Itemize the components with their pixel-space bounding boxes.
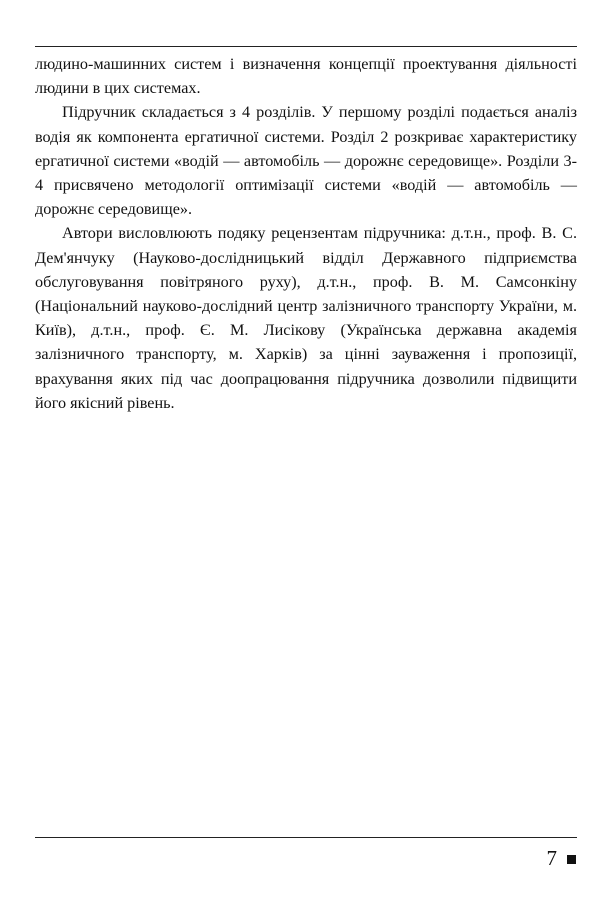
body-text: [35, 52, 577, 415]
paragraph-continuation: людино-машинних систем і визначення концепції проектування діяльності людини в цих системах.: [35, 55, 577, 98]
footer-rule: [35, 837, 577, 838]
page-number: 7: [546, 845, 557, 870]
paragraph-acknowledgements: Автори висловлюють подяку рецензентам підручника: д.т.н., проф. В. С. Дем'янчуку (Науково-дослідницький відділ Державного підприємства обслуговування повітряного руху), д.т.н., проф. В. М. Самсонкіну (Національний науково-дослідний центр залізничного транспорту України, м. Київ), д.т.н., проф. Є. М. Лисікову (Українська державна академія залізничного транспорту, м. Харків) за цінні зауваження і пропозиції, врахування яких під час доопрацювання підручника дозволили підвищити його якісний рівень.: [35, 224, 577, 412]
paragraph-structure: Підручник складається з 4 розділів. У першому розділі подається аналіз водія як компонента ергатичної системи. Розділ 2 розкриває характеристику ергатичної системи «водій — автомобіль — дорожнє середовище». Розділи 3-4 присвячено методології оптимізації системи «водій — автомобіль — дорожнє середовище».: [35, 103, 577, 219]
square-icon: [567, 855, 576, 864]
header-rule: [35, 46, 577, 47]
page-footer: [547, 844, 577, 872]
